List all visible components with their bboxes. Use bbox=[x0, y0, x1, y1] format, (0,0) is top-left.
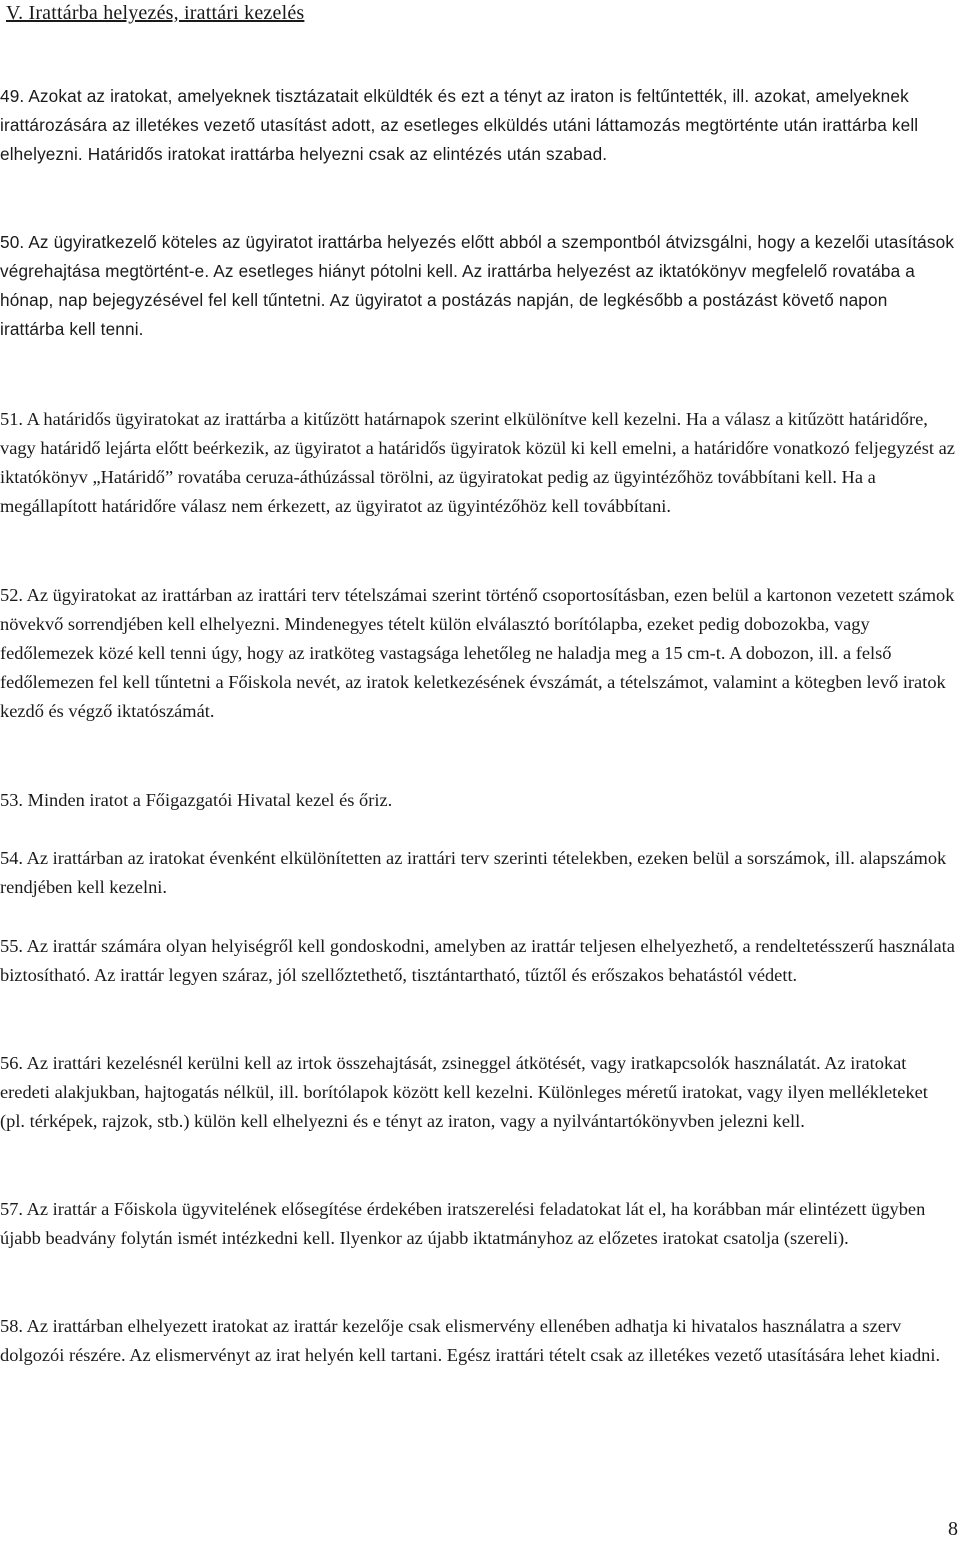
paragraph-53: 53. Minden iratot a Főigazgatói Hivatal kezel és őriz. bbox=[0, 790, 393, 810]
paragraph-54: 54. Az irattárban az iratokat évenként elkülönítetten az irattári terv szerinti tételekben, ezeken belül a sorszámok, ill. alapszámok rendjében kell kezelni. bbox=[0, 848, 947, 897]
paragraph-56: 56. Az irattári kezelésnél kerülni kell az irtok összehajtását, zsineggel átkötését, vagy iratkapcsolók használatát. Az iratokat eredeti alakjukban, hajtogatás nélkül, ill. borítólapok között kell kezelni. Különleges méretű iratokat, vagy ilyen mellékleteket (pl. térképek, rajzok, stb.) külön kell elhelyezni és e tényt az iraton, vagy a nyilvántartókönyvben jelezni kell. bbox=[0, 1053, 928, 1131]
paragraph-58: 58. Az irattárban elhelyezett iratokat az irattár kezelője csak elismervény ellenében adhatja ki hivatalos használatra a szerv dolgozói részére. Az elismervényt az irat helyén kell tartani. Egész irattári tételt csak az illetékes vezető utasítására lehet kiadni. bbox=[0, 1316, 941, 1365]
paragraph-55: 55. Az irattár számára olyan helyiségről kell gondoskodni, amelyben az irattár teljesen elhelyezhető, a rendeltetésszerű használata biztosítható. Az irattár legyen száraz, jól szellőztethető, tisztántartható, tűztől és erőszakos behatástól védett. bbox=[0, 936, 955, 985]
paragraph-51: 51. A határidős ügyiratokat az irattárba a kitűzött határnapok szerint elkülönítve kell kezelni. Ha a válasz a kitűzött határidőre, vagy határidő lejárta előtt beérkezik, az ügyiratot a határidős ügyiratok közül ki kell emelni, a határidőre vonatkozó feljegyzést az iktatókönyv „Határidő” rovatába ceruza-áthúzással törölni, az ügyiratokat pedig az ügyintézőhöz továbbítani kell. Ha a megállapított határidőre válasz nem érkezett, az ügyiratot az ügyintézőhöz kell továbbítani. bbox=[0, 409, 955, 516]
section-title: V. Irattárba helyezés, irattári kezelés bbox=[6, 2, 305, 24]
paragraph-50: 50. Az ügyiratkezelő köteles az ügyiratot irattárba helyezés előtt abból a szempontból átvizsgálni, hogy a kezelői utasítások végrehajtása megtörtént-e. Az esetleges hiányt pótolni kell. Az irattárba helyezést az iktatókönyv megfelelő rovatába a hónap, nap bejegyzésével fel kell tűntetni. Az ügyiratot a postázás napján, de legkésőbb a postázást követő napon irattárba kell tenni. bbox=[0, 232, 955, 339]
page-number: 8 bbox=[948, 1518, 958, 1540]
paragraph-49: 49. Azokat az iratokat, amelyeknek tisztázatait elküldték és ezt a tényt az iraton is feltűntették, ill. azokat, amelyeknek irattározására az illetékes vezető utasítást adott, az esetleges elküldés utáni láttamozás megtörténte után irattárba kell elhelyezni. Határidős iratokat irattárba helyezni csak az elintézés után szabad. bbox=[0, 86, 919, 164]
paragraph-57: 57. Az irattár a Főiskola ügyvitelének elősegítése érdekében iratszerelési feladatokat lát el, ha korábban már elintézett ügyben újabb beadvány folytán ismét intézkedni kell. Ilyenkor az újabb iktatmányhoz az előzetes iratokat csatolja (szereli). bbox=[0, 1199, 926, 1248]
paragraph-52: 52. Az ügyiratokat az irattárban az irattári terv tételszámai szerint történő csoportosításban, ezen belül a kartonon vezetett számok növekvő sorrendjében kell elhelyezni. Mindenegyes tételt külön elválasztó borítólapba, ezeket pedig dobozokba, vagy fedőlemezek közé kell tenni úgy, hogy az iratköteg vastagsága lehetőleg ne haladja meg a 15 cm-t. A dobozon, ill. a felső fedőlemezen fel kell tűntetni a Főiskola nevét, az iratok keletkezésének évszámát, a tételszámot, valamint a kötegben levő iratok kezdő és végző iktatószámát. bbox=[0, 585, 955, 721]
